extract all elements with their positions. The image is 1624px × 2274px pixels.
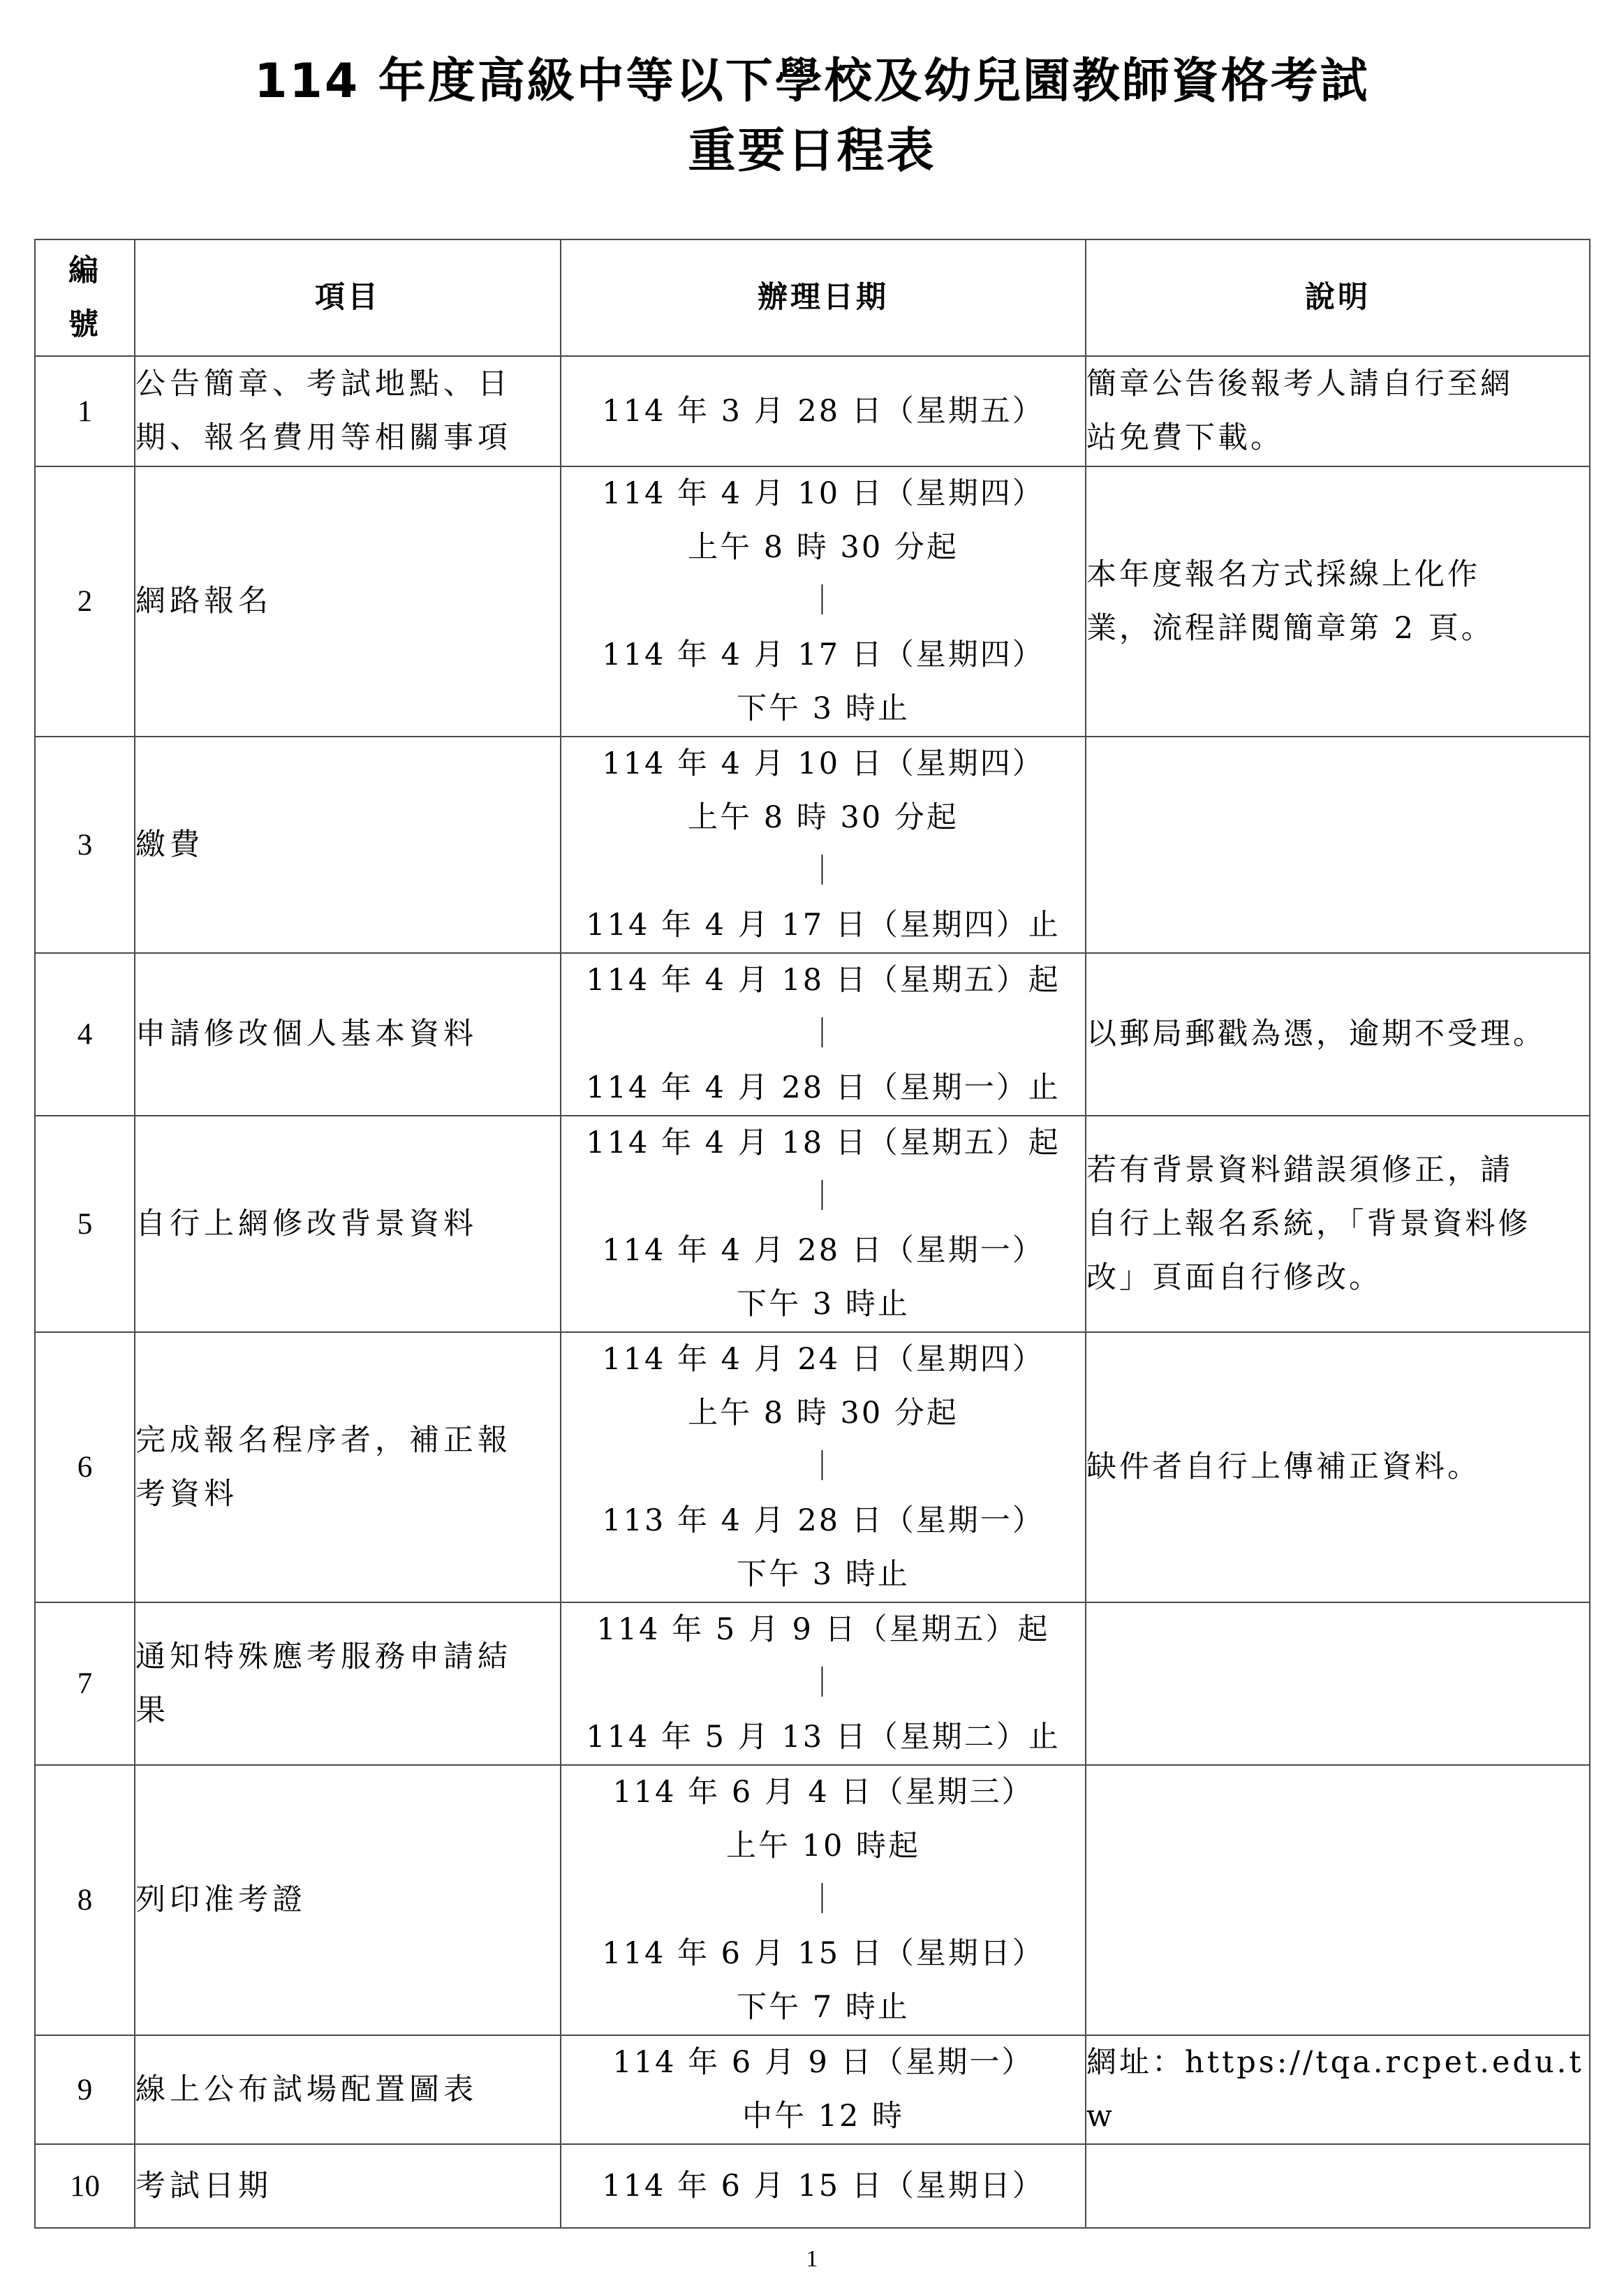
row-note-line: 站免費下載。 <box>1086 420 1283 455</box>
row-date-line: 114 年 6 月 15 日（星期日） <box>602 2168 1044 2203</box>
row-note <box>1086 1332 1590 1602</box>
row-number: 10 <box>35 2144 135 2228</box>
row-date-line: ｜ <box>807 1179 839 1214</box>
row-note-line: 自行上報名系統，「背景資料修 <box>1086 1206 1531 1241</box>
row-number: 9 <box>35 2035 135 2144</box>
row-date-line: 114 年 4 月 17 日（星期四）止 <box>586 908 1061 943</box>
row-date <box>561 356 1086 466</box>
row-note <box>1086 1602 1590 1765</box>
row-note <box>1086 356 1590 466</box>
row-note <box>1086 466 1590 737</box>
row-date-line: 114 年 4 月 10 日（星期四） <box>602 476 1044 511</box>
schedule-table <box>34 239 1590 2229</box>
row-item-line: 期、報名費用等相關事項 <box>135 420 512 455</box>
row-number: 5 <box>35 1116 135 1332</box>
row-date <box>561 1116 1086 1332</box>
row-item-line: 考試日期 <box>135 2168 272 2203</box>
row-item <box>135 1602 561 1765</box>
row-date-line: 下午 3 時止 <box>737 691 910 726</box>
row-item <box>135 2144 561 2228</box>
row-note <box>1086 2144 1590 2228</box>
table-row <box>35 2144 1590 2228</box>
row-date-line: 114 年 4 月 17 日（星期四） <box>602 637 1044 672</box>
row-item <box>135 2035 561 2144</box>
table-row <box>35 953 1590 1116</box>
row-item <box>135 1332 561 1602</box>
row-date-line: 上午 8 時 30 分起 <box>688 1396 959 1431</box>
row-note <box>1086 737 1590 953</box>
row-date-line: ｜ <box>807 1882 839 1917</box>
header-number <box>35 239 135 356</box>
row-item <box>135 1765 561 2035</box>
row-note-line: 改」頁面自行修改。 <box>1086 1260 1382 1295</box>
row-number: 8 <box>35 1765 135 2035</box>
table-row <box>35 356 1590 466</box>
row-date-line: ｜ <box>807 1666 839 1701</box>
row-note-line: 缺件者自行上傳補正資料。 <box>1086 1449 1480 1484</box>
row-item-line: 完成報名程序者，補正報 <box>135 1422 512 1458</box>
row-note-line: 以郵局郵戳為憑，逾期不受理。 <box>1086 1017 1546 1051</box>
row-date-line: ｜ <box>807 584 839 619</box>
row-date-line: 113 年 4 月 28 日（星期一） <box>602 1503 1044 1538</box>
row-item <box>135 1116 561 1332</box>
row-item <box>135 953 561 1116</box>
table-row <box>35 2035 1590 2144</box>
row-note <box>1086 2035 1590 2144</box>
table-row <box>35 1332 1590 1602</box>
row-number: 6 <box>35 1332 135 1602</box>
header-number-line-1: 編 <box>68 253 101 288</box>
table-row <box>35 466 1590 737</box>
page-number: 1 <box>806 2246 818 2272</box>
row-item-line: 考資料 <box>135 1476 238 1512</box>
row-date-line: 下午 7 時止 <box>737 1990 910 2025</box>
row-item-line: 公告簡章、考試地點、日 <box>135 367 512 401</box>
table-header-row <box>35 239 1590 356</box>
table-body <box>35 356 1590 2228</box>
row-date-line: 114 年 6 月 15 日（星期日） <box>602 1936 1044 1971</box>
table-row <box>35 737 1590 953</box>
document-subtitle: 重要日程表 <box>688 124 936 179</box>
row-date-line: ｜ <box>807 854 839 889</box>
row-number: 3 <box>35 737 135 953</box>
header-number-line-2: 號 <box>68 307 101 342</box>
row-note <box>1086 1765 1590 2035</box>
row-date <box>561 1332 1086 1602</box>
row-item <box>135 737 561 953</box>
row-date-line: 114 年 4 月 28 日（星期一）止 <box>586 1070 1061 1105</box>
row-item-line: 列印准考證 <box>135 1882 307 1917</box>
row-date-line: 114 年 5 月 13 日（星期二）止 <box>586 1720 1061 1755</box>
row-item-line: 申請修改個人基本資料 <box>135 1017 478 1051</box>
row-number: 2 <box>35 466 135 737</box>
row-date-line: 下午 3 時止 <box>737 1287 910 1322</box>
row-number: 1 <box>35 356 135 466</box>
row-date-line: 114 年 4 月 10 日（星期四） <box>602 746 1044 781</box>
row-number: 7 <box>35 1602 135 1765</box>
header-item: 項目 <box>135 239 561 356</box>
row-note <box>1086 1116 1590 1332</box>
row-date <box>561 2144 1086 2228</box>
row-date-line: 114 年 4 月 18 日（星期五）起 <box>586 1125 1061 1160</box>
row-date-line: 上午 8 時 30 分起 <box>688 530 959 565</box>
row-item-line: 果 <box>135 1692 170 1728</box>
row-date <box>561 737 1086 953</box>
row-date-line: 114 年 4 月 24 日（星期四） <box>602 1342 1044 1377</box>
row-date-line: 上午 10 時起 <box>725 1829 921 1863</box>
row-item-line: 繳費 <box>135 827 204 862</box>
row-note <box>1086 953 1590 1116</box>
row-date <box>561 953 1086 1116</box>
row-date <box>561 2035 1086 2144</box>
table-row <box>35 1602 1590 1765</box>
row-date <box>561 1602 1086 1765</box>
row-date-line: ｜ <box>807 1449 839 1484</box>
row-date-line: 114 年 6 月 4 日（星期三） <box>612 1775 1034 1810</box>
row-note-line: 網址：https://tqa.rcpet.edu.tw <box>1086 2045 1584 2134</box>
table-row <box>35 1765 1590 2035</box>
row-date-line: 114 年 5 月 9 日（星期五）起 <box>596 1612 1050 1647</box>
row-date-line: 114 年 6 月 9 日（星期一） <box>612 2045 1034 2080</box>
row-date <box>561 1765 1086 2035</box>
row-date-line: 中午 12 時 <box>741 2099 905 2134</box>
header-date: 辦理日期 <box>561 239 1086 356</box>
row-item-line: 自行上網修改背景資料 <box>135 1206 478 1241</box>
row-item-line: 網路報名 <box>135 584 272 619</box>
row-date-line: 上午 8 時 30 分起 <box>688 800 959 835</box>
row-date-line: 114 年 4 月 18 日（星期五）起 <box>586 963 1061 998</box>
table-row <box>35 1116 1590 1332</box>
row-item <box>135 466 561 737</box>
row-note-line: 簡章公告後報考人請自行至網 <box>1086 367 1513 401</box>
row-item <box>135 356 561 466</box>
header-note: 說明 <box>1086 239 1590 356</box>
row-note-line: 若有背景資料錯誤須修正，請 <box>1086 1152 1513 1188</box>
row-note-line: 本年度報名方式採線上化作 <box>1086 556 1480 592</box>
row-item-line: 線上公布試場配置圖表 <box>135 2072 478 2107</box>
row-date <box>561 466 1086 737</box>
row-number: 4 <box>35 953 135 1116</box>
row-date-line: ｜ <box>807 1017 839 1051</box>
row-date-line: 下午 3 時止 <box>737 1557 910 1592</box>
row-note-line: 業，流程詳閱簡章第 2 頁。 <box>1086 610 1494 646</box>
row-date-line: 114 年 3 月 28 日（星期五） <box>602 393 1044 429</box>
row-date-line: 114 年 4 月 28 日（星期一） <box>602 1233 1044 1268</box>
row-item-line: 通知特殊應考服務申請結 <box>135 1639 512 1674</box>
document-title: 114 年度高級中等以下學校及幼兒園教師資格考試 <box>254 54 1370 109</box>
